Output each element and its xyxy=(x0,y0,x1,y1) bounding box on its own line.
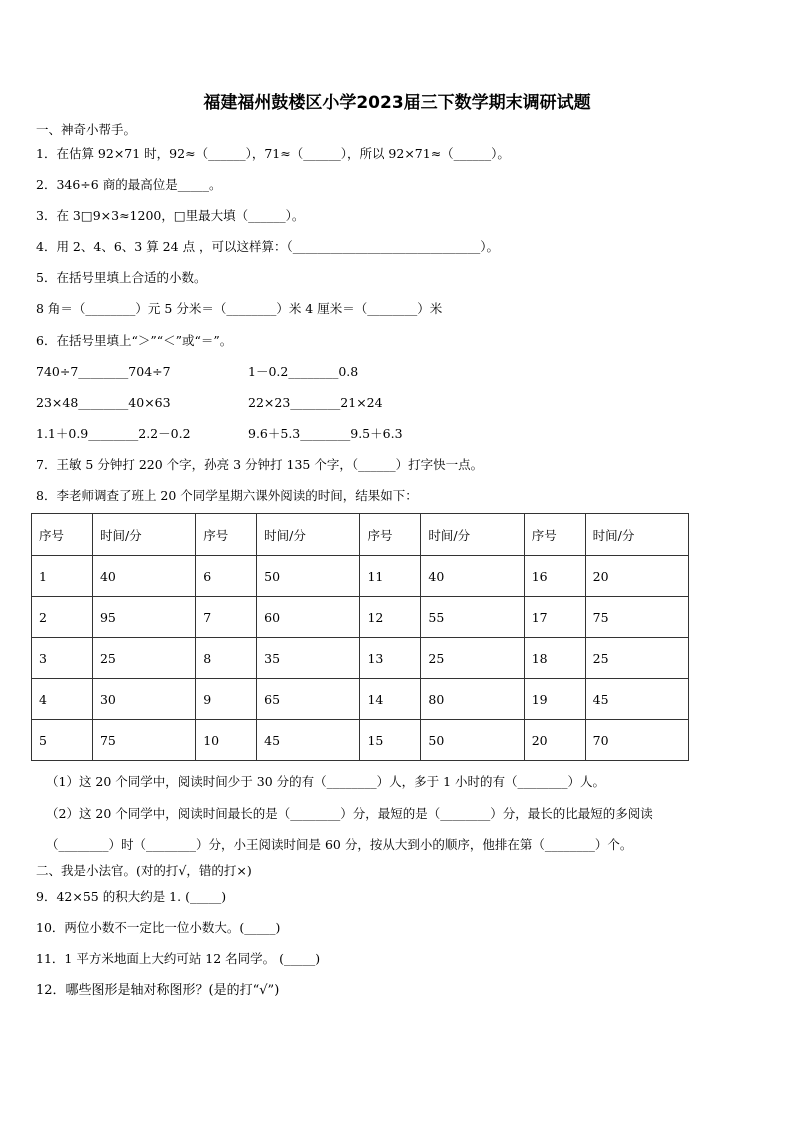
question-8-part-2b: （________）时（________）分，小王阅读时间是 60 分，按从大到小的顺序，他排在第（________）个。 xyxy=(46,837,633,852)
q6-item-2-right: 22×23________21×24 xyxy=(248,395,383,410)
q6-item-2-left: 23×48________40×63 xyxy=(36,395,171,410)
table-cell: 1 xyxy=(32,556,93,597)
page-title: 福建福州鼓楼区小学2023届三下数学期末调研试题 xyxy=(203,93,591,113)
table-cell: 2 xyxy=(32,597,93,638)
table-header-cell: 序号 xyxy=(360,514,421,556)
table-header-cell: 序号 xyxy=(524,514,585,556)
table-cell: 5 xyxy=(32,720,93,761)
table-header-cell: 序号 xyxy=(32,514,93,556)
reading-time-table xyxy=(31,513,689,761)
table-cell: 45 xyxy=(257,720,360,761)
table-cell: 4 xyxy=(32,679,93,720)
question-8: 8．李老师调查了班上 20 个同学星期六课外阅读的时间，结果如下： xyxy=(36,488,418,503)
question-8-part-2a: （2）这 20 个同学中，阅读时间最长的是（________）分，最短的是（________）分，最长的比最短的多阅读 xyxy=(46,806,653,821)
table-cell: 8 xyxy=(196,638,257,679)
question-2: 2．346÷6 商的最高位是_____。 xyxy=(36,177,222,192)
table-cell: 20 xyxy=(585,556,688,597)
table-cell: 19 xyxy=(524,679,585,720)
table-row xyxy=(32,638,689,679)
table-cell: 30 xyxy=(92,679,195,720)
table-cell: 40 xyxy=(421,556,524,597)
table-cell: 14 xyxy=(360,679,421,720)
table-cell: 11 xyxy=(360,556,421,597)
table-cell: 50 xyxy=(257,556,360,597)
table-cell: 95 xyxy=(92,597,195,638)
table-cell: 9 xyxy=(196,679,257,720)
question-9: 9．42×55 的积大约是 1. (_____) xyxy=(36,889,227,904)
question-12: 12．哪些图形是轴对称图形？(是的打“√”) xyxy=(36,983,280,998)
table-row xyxy=(32,679,689,720)
table-header-cell: 时间/分 xyxy=(257,514,360,556)
table-cell: 75 xyxy=(585,597,688,638)
table-cell: 20 xyxy=(524,720,585,761)
table-cell: 45 xyxy=(585,679,688,720)
table-cell: 3 xyxy=(32,638,93,679)
table-cell: 15 xyxy=(360,720,421,761)
question-6: 6．在括号里填上“＞”“＜”或“＝”。 xyxy=(36,333,233,348)
q6-item-1-left: 740÷7________704÷7 xyxy=(36,364,171,379)
table-cell: 65 xyxy=(257,679,360,720)
table-cell: 12 xyxy=(360,597,421,638)
question-5: 5．在括号里填上合适的小数。 xyxy=(36,270,207,285)
table-cell: 16 xyxy=(524,556,585,597)
q6-item-1-right: 1－0.2________0.8 xyxy=(248,364,359,379)
table-cell: 13 xyxy=(360,638,421,679)
question-1: 1．在估算 92×71 时，92≈（______），71≈（______），所以 92×71≈（______）。 xyxy=(36,146,510,161)
table-header-cell: 时间/分 xyxy=(585,514,688,556)
question-10: 10．两位小数不一定比一位小数大。(_____) xyxy=(36,920,281,935)
table-cell: 35 xyxy=(257,638,360,679)
table-cell: 6 xyxy=(196,556,257,597)
table-cell: 50 xyxy=(421,720,524,761)
table-header-row xyxy=(32,514,689,556)
table-cell: 25 xyxy=(92,638,195,679)
question-8-part-1: （1）这 20 个同学中，阅读时间少于 30 分的有（________）人，多于 1 小时的有（________）人。 xyxy=(46,774,606,789)
table-cell: 10 xyxy=(196,720,257,761)
table-cell: 7 xyxy=(196,597,257,638)
question-11: 11．1 平方米地面上大约可站 12 名同学。 (_____) xyxy=(36,951,321,966)
question-3: 3．在 3□9×3≈1200，□里最大填（______）。 xyxy=(36,208,305,223)
section-1-heading: 一、神奇小帮手。 xyxy=(36,122,137,137)
table-header-cell: 时间/分 xyxy=(421,514,524,556)
table-cell: 25 xyxy=(585,638,688,679)
table-cell: 80 xyxy=(421,679,524,720)
table-cell: 60 xyxy=(257,597,360,638)
question-5-blanks: 8 角＝（________）元 5 分米＝（________）米 4 厘米＝（________）米 xyxy=(36,301,443,316)
table-cell: 40 xyxy=(92,556,195,597)
table-row xyxy=(32,720,689,761)
table-cell: 70 xyxy=(585,720,688,761)
table-row xyxy=(32,597,689,638)
table-row xyxy=(32,556,689,597)
question-4: 4．用 2、4、6、3 算 24 点 ，可以这样算：（______________________________）。 xyxy=(36,239,500,254)
q6-item-3-right: 9.6＋5.3________9.5＋6.3 xyxy=(248,426,403,441)
table-header-cell: 时间/分 xyxy=(92,514,195,556)
table-cell: 17 xyxy=(524,597,585,638)
table-cell: 18 xyxy=(524,638,585,679)
table-header-cell: 序号 xyxy=(196,514,257,556)
q6-item-3-left: 1.1＋0.9________2.2－0.2 xyxy=(36,426,191,441)
table-cell: 55 xyxy=(421,597,524,638)
table-cell: 25 xyxy=(421,638,524,679)
question-7: 7．王敏 5 分钟打 220 个字，孙亮 3 分钟打 135 个字，（______）打字快一点。 xyxy=(36,457,484,472)
table-cell: 75 xyxy=(92,720,195,761)
section-2-heading: 二、我是小法官。(对的打√，错的打×) xyxy=(36,863,252,878)
